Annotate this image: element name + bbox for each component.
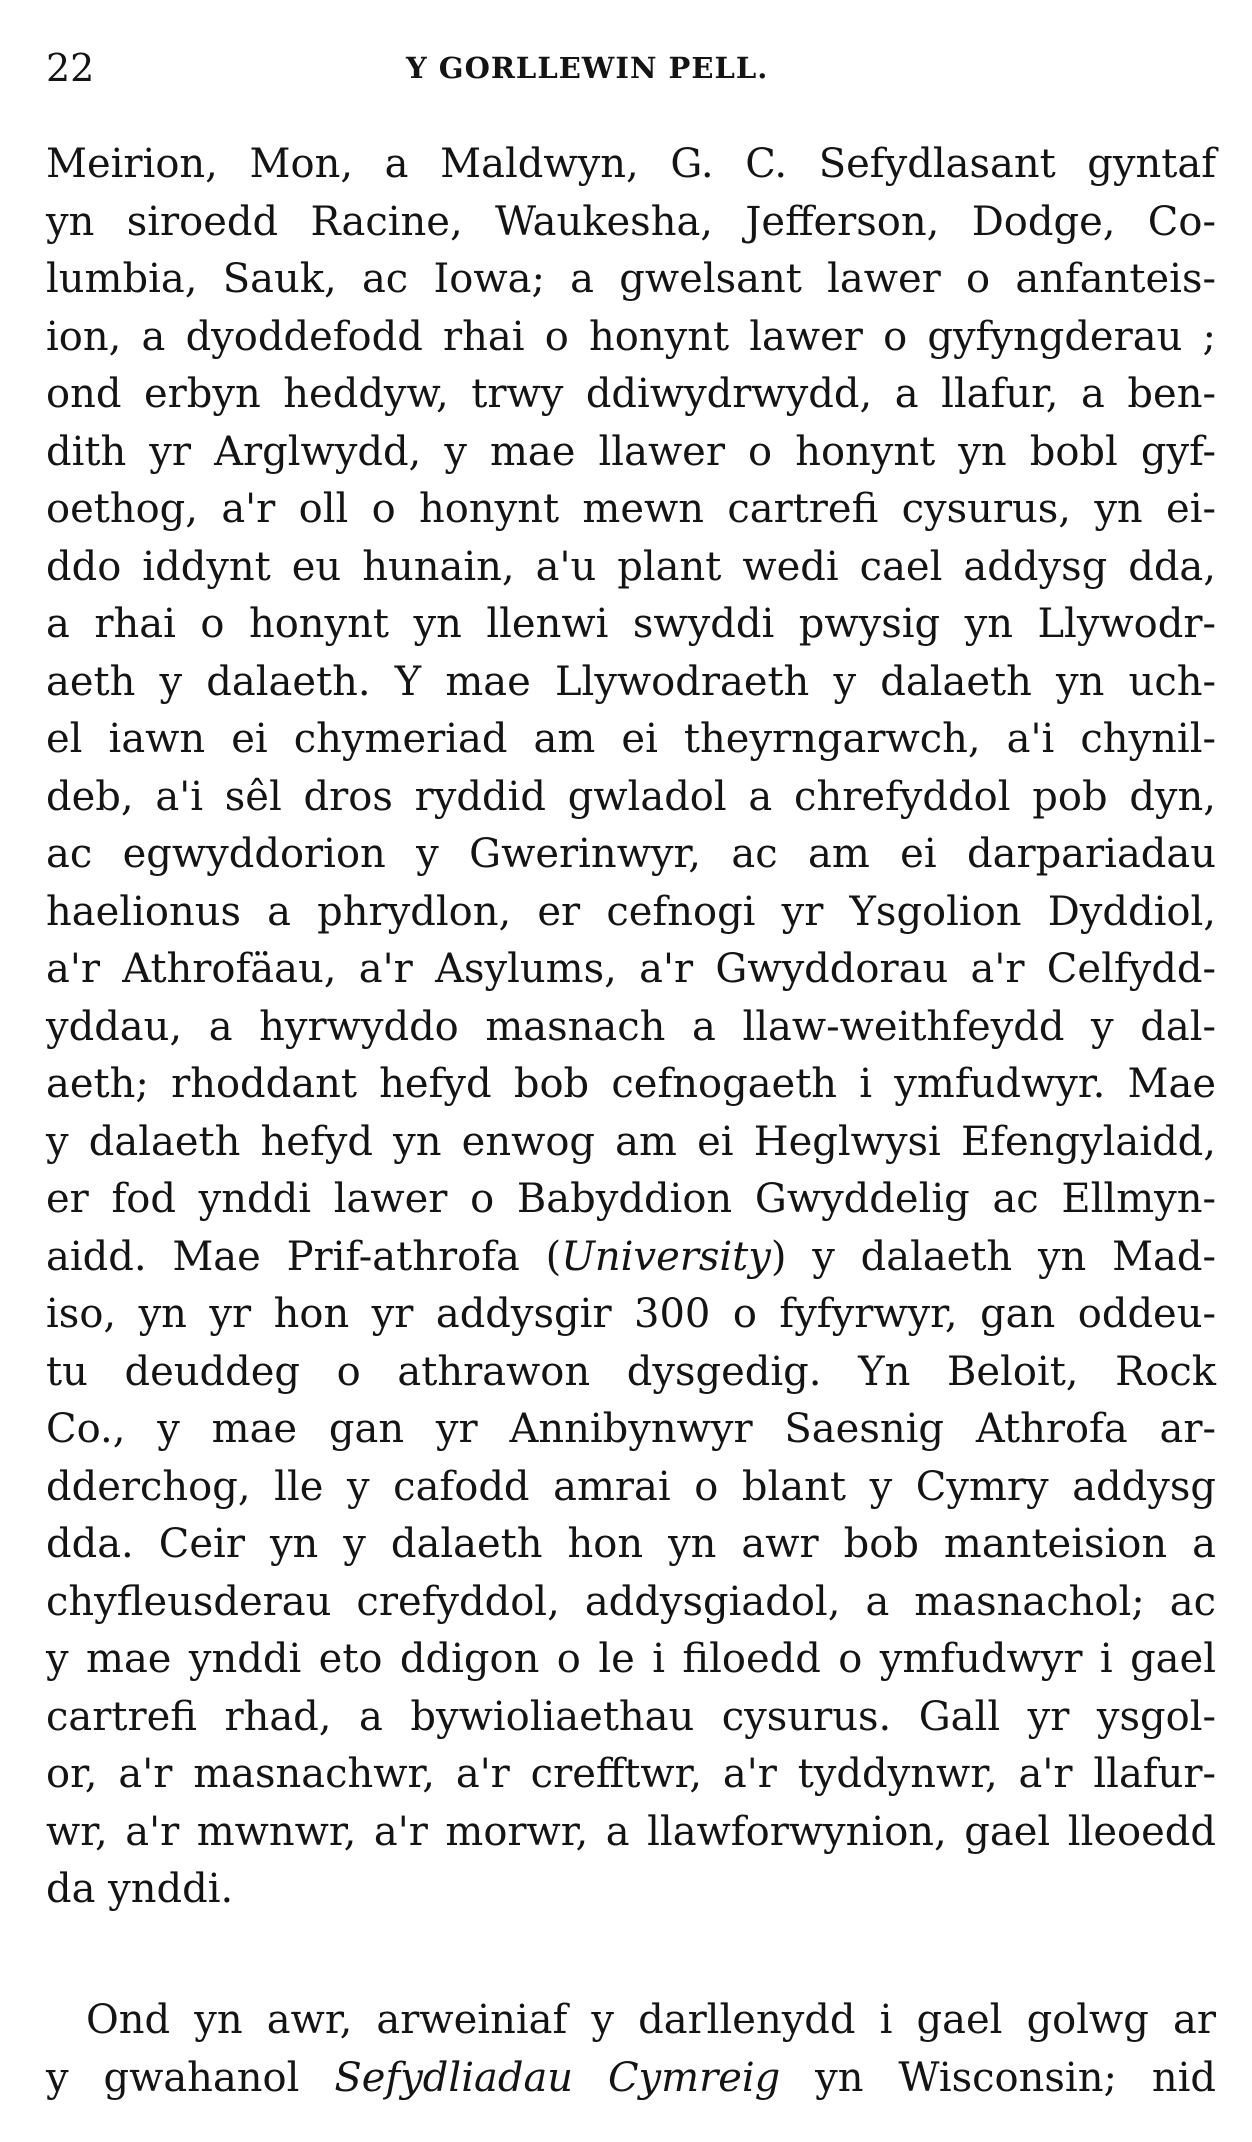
text-line: dda. Ceir yn y dalaeth hon yn awr bob manteision a: [46, 1521, 1216, 1567]
text-line: el iawn ei chymeriad am ei theyrngarwch, a'i chynil-: [46, 716, 1216, 762]
running-title: Y GORLLEWIN PELL.: [406, 51, 769, 85]
text-line: Meirion, Mon, a Maldwyn, G. C. Sefydlasant gyntaf: [46, 141, 1216, 187]
text-line: dith yr Arglwydd, y mae llawer o honynt yn bobl gyf-: [46, 428, 1216, 475]
paragraph-1: [46, 136, 1216, 1919]
italic-term-sefydliadau: Sefydliadau Cymreig: [334, 2054, 781, 2101]
text-line: cartrefi rhad, a bywioliaethau cysurus. Gall yr ysgol-: [46, 1693, 1216, 1740]
text-line: a'r Athrofäau, a'r Asylums, a'r Gwyddorau a'r Celfydd-: [46, 946, 1216, 992]
text-line-last: da ynddi.: [46, 1866, 234, 1912]
italic-term-university: University: [561, 1233, 771, 1280]
text-line: ddo iddynt eu hunain, a'u plant wedi cael addysg dda,: [46, 543, 1216, 590]
text-line: tu deuddeg o athrawon dysgedig. Yn Beloit, Rock: [46, 1348, 1216, 1395]
text-line: y mae ynddi eto ddigon o le i filoedd o ymfudwyr i gael: [46, 1636, 1216, 1682]
text-segment: ) y dalaeth yn Mad-: [770, 1233, 1216, 1280]
text-line: deb, a'i sêl dros ryddid gwladol a chrefyddol pob dyn,: [46, 773, 1216, 820]
page-number: 22: [46, 46, 95, 90]
text-segment: y gwahanol: [46, 2054, 335, 2101]
text-line: ac egwyddorion y Gwerinwyr, ac am ei darpariadau: [46, 831, 1216, 877]
text-line: Co., y mae gan yr Annibynwyr Saesnig Athrofa ar-: [46, 1406, 1216, 1452]
text-line: ion, a dyoddefodd rhai o honynt lawer o gyfyngderau ;: [46, 313, 1216, 360]
text-line-with-italic: [46, 1229, 1216, 1287]
text-line: yddau, a hyrwyddo masnach a llaw-weithfeydd y dal-: [46, 1003, 1216, 1050]
text-line: a rhai o honynt yn llenwi swyddi pwysig yn Llywodr-: [46, 601, 1216, 647]
text-line: ond erbyn heddyw, trwy ddiwydrwydd, a llafur, a ben-: [46, 371, 1216, 417]
text-line-indented: Ond yn awr, arweiniaf y darllenydd i gael golwg ar: [86, 1997, 1216, 2043]
text-line: yn siroedd Racine, Waukesha, Jefferson, Dodge, Co-: [46, 198, 1216, 245]
text-line: er fod ynddi lawer o Babyddion Gwyddelig ac Ellmyn-: [46, 1176, 1216, 1222]
text-line: iso, yn yr hon yr addysgir 300 o fyfyrwyr, gan oddeu-: [46, 1291, 1216, 1337]
text-segment: yn Wisconsin; nid: [780, 2054, 1217, 2101]
text-line: aeth; rhoddant hefyd bob cefnogaeth i ymfudwyr. Mae: [46, 1061, 1216, 1107]
running-head: [46, 38, 1216, 98]
text-line: y dalaeth hefyd yn enwog am ei Heglwysi Efengylaidd,: [46, 1118, 1216, 1165]
text-line: lumbia, Sauk, ac Iowa; a gwelsant lawer o anfanteis-: [46, 256, 1216, 302]
text-segment: aidd. Mae Prif-athrofa (: [46, 1233, 562, 1280]
text-line-with-italic: [46, 2050, 1216, 2108]
text-line: aeth y dalaeth. Y mae Llywodraeth y dalaeth yn uch-: [46, 658, 1216, 705]
text-line: haelionus a phrydlon, er cefnogi yr Ysgolion Dyddiol,: [46, 888, 1216, 935]
text-line: chyfleusderau crefyddol, addysgiadol, a masnachol; ac: [46, 1578, 1216, 1625]
paragraph-2: [46, 1992, 1216, 2107]
text-line: wr, a'r mwnwr, a'r morwr, a llawforwynion, gael lleoedd: [46, 1808, 1216, 1855]
text-line: or, a'r masnachwr, a'r crefftwr, a'r tyddynwr, a'r llafur-: [46, 1751, 1216, 1797]
text-line: oethog, a'r oll o honynt mewn cartrefi cysurus, yn ei-: [46, 486, 1216, 532]
text-line: dderchog, lle y cafodd amrai o blant y Cymry addysg: [46, 1463, 1216, 1510]
